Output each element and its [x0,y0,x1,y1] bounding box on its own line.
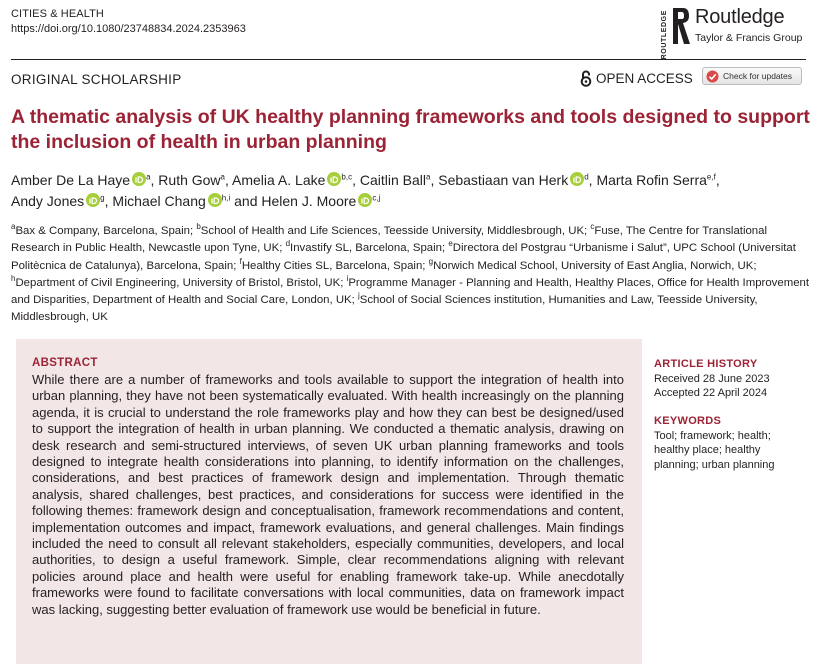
author[interactable] [360,172,431,188]
author-separator: , [430,172,439,188]
affiliation-marker: i [346,274,349,284]
author-affiliation-marker: c,j [372,193,381,203]
author-affiliation-marker: g [100,193,105,203]
affiliation-text: Norwich Medical School, University of East Anglia, Norwich, UK; [433,259,757,272]
orcid-icon[interactable] [208,193,222,207]
author-name[interactable]: Andy Jones [11,193,85,209]
author-name[interactable]: Helen J. Moore [261,193,357,209]
author[interactable] [596,172,715,188]
affiliation-text: School of Social Sciences institution, Humanities and Law, Teesside University, Middlesbrough, UK [11,294,758,324]
open-lock-icon [580,70,592,87]
author-separator: , [715,172,720,188]
orcid-icon[interactable] [132,172,146,186]
publisher-subtitle: Taylor & Francis Group [695,32,803,44]
crossmark-icon [706,70,719,83]
journal-header [11,7,246,37]
affiliation-marker: e [448,239,453,249]
check-for-updates-button[interactable] [702,67,802,85]
author[interactable] [232,172,352,188]
affiliation-text: Fuse, The Centre for Translational Research in Public Health, Newcastle upon Tyne, UK; [11,225,768,255]
author-separator: , [352,172,360,188]
article-history-heading: ARTICLE HISTORY [654,358,758,370]
author-affiliation-marker: a [220,172,225,182]
article-history [654,357,814,401]
affiliation-marker: d [285,239,291,249]
affiliation-marker: g [428,256,434,266]
author-list [11,170,811,212]
publisher-name: Routledge [695,6,785,28]
affiliations [11,223,811,327]
article-title: A thematic analysis of UK healthy planning frameworks and tools designed to support the inclusion of health in urban planning [11,106,810,153]
check-for-updates-label: Check for updates [723,71,792,81]
author-name[interactable]: Amelia A. Lake [232,172,326,188]
author[interactable] [438,172,588,188]
author-affiliation-marker: a [146,172,151,182]
author[interactable] [112,193,230,209]
affiliation-text: Bax & Company, Barcelona, Spain; [15,225,197,237]
affiliation-marker: h [11,274,16,284]
header-rule [11,59,806,60]
accepted-date: Accepted 22 April 2024 [654,387,768,399]
orcid-icon[interactable] [327,172,341,186]
keywords-text: Tool; framework; health; healthy place; healthy planning; urban planning [654,429,775,471]
open-access-badge [580,70,693,87]
author-separator: , [225,172,233,188]
publisher-logo [657,4,817,60]
abstract-text: While there are a number of frameworks and tools available to support the integration of health into urban planning, they have not been systematically evaluated. With health increasingly on the planning agenda, it is crucial to understand the role frameworks play and how they can best be designed/used to support the integration of health in urban planning. We conducted a thematic analysis, drawing on desk research and semi-structured interviews, of seven UK urban planning frameworks and tools designed to integrate health considerations into planning, to identify information on the challenges, considerations, and best practices of framework design and implementation. Through thematic analysis, shared challenges, best practices, and considerations for success were identified in the following themes: framework design and conceptualisation, framework recommendations and content, implementation outcomes and impact, framework evaluations, and general challenges. Main findings included the need to consult all relevant stakeholders, especially communities, developers, and local authorities, to design a useful framework. Simple, clear recommendations aligning with relevant policies around place and health were useful for enabling framework take-up. While anecdotally frameworks were found to facilitate conversations with local communities, data on framework impact was lacking, suggesting better evaluation of framework use would be beneficial in future. [32,372,624,617]
author-separator: and [230,193,262,209]
author[interactable] [11,193,105,209]
orcid-icon[interactable] [358,193,372,207]
abstract-heading: ABSTRACT [32,357,98,369]
affiliation-text: Healthy Cities SL, Barcelona, Spain; [241,259,429,272]
affiliation-marker: f [239,256,242,266]
affiliation-marker: b [196,222,201,232]
author-name[interactable]: Amber De La Haye [11,172,131,188]
author-affiliation-marker: d [584,172,589,182]
orcid-icon[interactable] [86,193,100,207]
affiliation-text: Programme Manager - Planning and Health, Healthy Places, Office for Health Improvement and Disparities, Department of Health and Social Care, London, UK; [11,276,810,307]
section-type: ORIGINAL SCHOLARSHIP [11,72,182,87]
author[interactable] [11,172,151,188]
author-name[interactable]: Ruth Gow [158,172,221,188]
keywords-heading: KEYWORDS [654,415,722,427]
author-separator: , [588,172,597,188]
affiliation-marker: c [590,222,595,232]
affiliation-text: Invastify SL, Barcelona, Spain; [290,242,449,255]
received-date: Received 28 June 2023 [654,372,770,385]
author-name[interactable]: Marta Rofin Serra [596,172,707,188]
routledge-mark-icon [671,6,691,46]
keywords [654,414,794,472]
affiliation-text: Department of Civil Engineering, University of Bristol, Bristol, UK; [15,276,347,289]
affiliation-marker: a [11,222,16,232]
open-access-label: OPEN ACCESS [596,71,693,86]
author[interactable] [261,193,380,209]
author-affiliation-marker: a [426,172,431,182]
author-affiliation-marker: e,f [706,172,716,182]
author[interactable] [158,172,225,188]
author-name[interactable]: Michael Chang [112,193,206,209]
author-separator: , [104,193,113,209]
orcid-icon[interactable] [570,172,584,186]
author-separator: , [150,172,159,188]
journal-name: CITIES & HEALTH [11,8,104,20]
affiliation-marker: j [357,291,360,301]
author-name[interactable]: Caitlin Ball [359,172,426,188]
doi-link[interactable]: https://doi.org/10.1080/23748834.2024.2353963 [11,23,246,35]
author-affiliation-marker: b,c [341,172,353,182]
publisher-vertical-text: ROUTLEDGE [661,10,668,60]
author-affiliation-marker: h,i [221,193,231,203]
author-name[interactable]: Sebastiaan van Herk [438,172,569,188]
affiliation-text: School of Health and Life Sciences, Teesside University, Middlesbrough, UK; [200,225,591,237]
affiliation-text: Directora del Postgrau “Urbanisme i Salut”, UPC School (Universitat Politècnica de Catalunya), Barcelona, Spain; [11,242,796,272]
